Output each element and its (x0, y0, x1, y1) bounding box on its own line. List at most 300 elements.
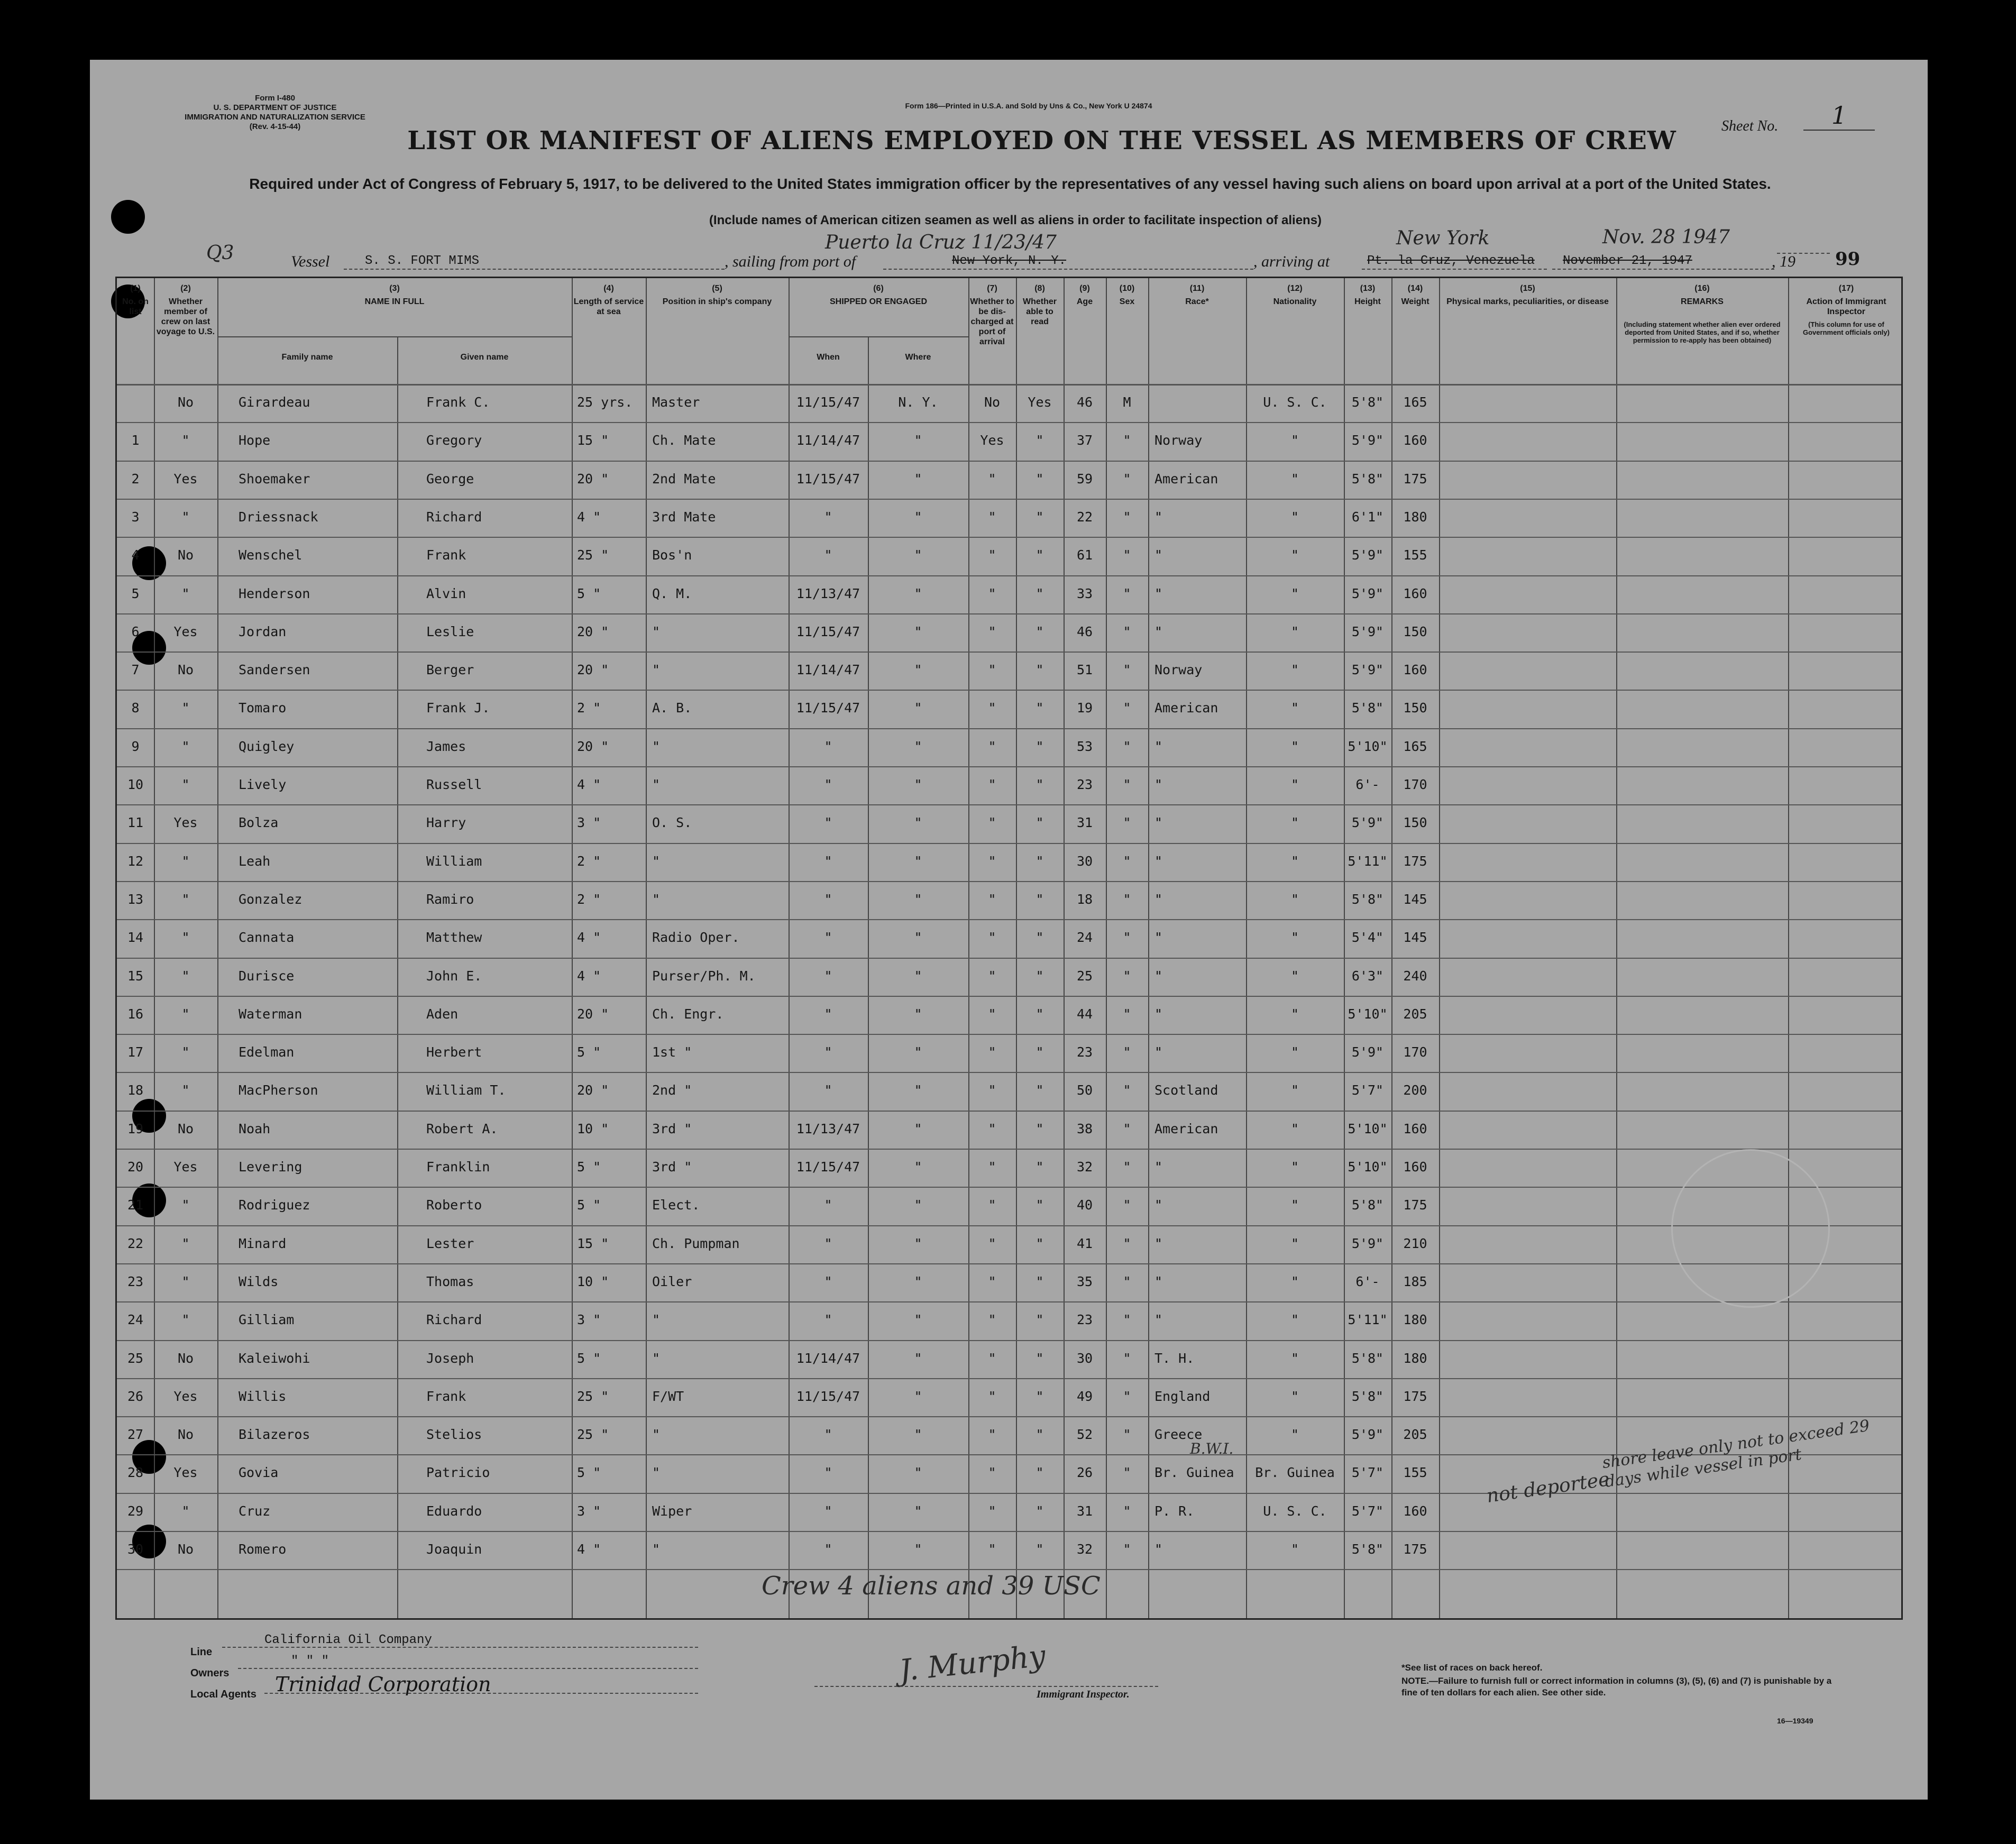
cell-given: Roberto (426, 1197, 482, 1213)
cell-height: 5'9" (1351, 547, 1384, 563)
cell-height: 6'- (1355, 777, 1380, 792)
cell-nationality: " (1290, 1235, 1299, 1251)
cell-family: Durisce (239, 968, 295, 984)
cell-read: " (1036, 509, 1044, 525)
cell-read: " (1036, 585, 1044, 601)
cell-last: " (181, 585, 190, 601)
cell-service: 5 " (577, 1044, 601, 1060)
column-label: REMARKS (1681, 297, 1724, 306)
cell-when: 11/15/47 (796, 700, 860, 716)
table-row (117, 1340, 1904, 1378)
cell-service: 15 " (577, 1235, 609, 1251)
column-label: Weight (1401, 297, 1429, 306)
cell-family: Levering (239, 1159, 303, 1175)
column-header (1065, 283, 1104, 307)
cell-discharged: No (984, 395, 1001, 410)
cell-position: O. S. (652, 815, 692, 831)
cell-age: 33 (1076, 585, 1093, 601)
cell-service: 5 " (577, 1465, 601, 1481)
cell-when: 11/13/47 (796, 1121, 860, 1136)
table-row (117, 1531, 1904, 1569)
cell-race: England (1154, 1388, 1211, 1404)
cell-read: " (1036, 471, 1044, 487)
cell-read: " (1036, 1350, 1044, 1366)
cell-when: 11/14/47 (796, 433, 860, 448)
cell-weight: 175 (1403, 1388, 1427, 1404)
cell-position: Q. M. (652, 585, 692, 601)
cell-when: " (824, 1503, 832, 1519)
column-header (1018, 283, 1062, 327)
cell-nationality: " (1290, 815, 1299, 831)
cell-position: 2nd " (652, 1082, 692, 1098)
cell-race: P. R. (1154, 1503, 1195, 1519)
cell-nationality: " (1290, 1273, 1299, 1289)
cell-height: 6'1" (1351, 509, 1384, 525)
cell-height: 5'9" (1351, 815, 1384, 831)
cell-sex: " (1123, 853, 1131, 869)
cell-when: " (824, 777, 832, 792)
cell-height: 5'8" (1351, 395, 1384, 410)
cell-last: No (177, 547, 194, 563)
column-subheader: Family name (281, 353, 333, 362)
cell-sex: " (1123, 891, 1131, 907)
table-row (117, 766, 1904, 804)
table-row (117, 652, 1904, 690)
sailing-label: , sailing from port of (725, 253, 856, 270)
table-row (117, 728, 1904, 766)
cell-height: 5'11" (1348, 853, 1388, 869)
cell-weight: 170 (1403, 1044, 1427, 1060)
cell-where: " (914, 433, 922, 448)
cell-weight: 205 (1403, 1427, 1427, 1443)
cell-discharged: " (988, 1465, 996, 1481)
cell-when: 11/13/47 (796, 585, 860, 601)
cell-last: " (181, 738, 190, 754)
cell-family: Shoemaker (239, 471, 310, 487)
cell-read: " (1036, 623, 1044, 639)
cell-nationality: " (1290, 1427, 1299, 1443)
cell-sex: " (1123, 623, 1131, 639)
cell-age: 22 (1076, 509, 1093, 525)
cell-last: " (181, 930, 190, 946)
cell-age: 23 (1076, 1312, 1093, 1328)
column-number: (5) (712, 284, 722, 293)
cell-last: " (181, 1503, 190, 1519)
cell-service: 5 " (577, 1197, 601, 1213)
cell-sex: " (1123, 1427, 1131, 1443)
cell-family: Leah (239, 853, 271, 869)
cell-given: William T. (426, 1082, 506, 1098)
cell-no: 28 (127, 1465, 144, 1481)
cell-height: 5'9" (1351, 585, 1384, 601)
column-number: (9) (1079, 284, 1090, 293)
cell-weight: 170 (1403, 777, 1427, 792)
cell-sex: " (1123, 930, 1131, 946)
cell-no: 10 (127, 777, 144, 792)
column-number: (14) (1407, 284, 1423, 293)
cell-weight: 180 (1403, 509, 1427, 525)
cell-given: Frank J. (426, 700, 490, 716)
cell-position: " (652, 662, 661, 678)
cell-position: F/WT (652, 1388, 684, 1404)
column-label: Height (1354, 297, 1381, 306)
cell-discharged: " (988, 777, 996, 792)
cell-nationality: " (1290, 1082, 1299, 1098)
cell-height: 5'8" (1351, 471, 1384, 487)
cell-height: 5'8" (1351, 891, 1384, 907)
cell-height: 6'3" (1351, 968, 1384, 984)
cell-race: T. H. (1154, 1350, 1195, 1366)
table-row (117, 422, 1904, 460)
cell-no: 26 (127, 1388, 144, 1404)
cell-position: 3rd Mate (652, 509, 716, 525)
cell-when: 11/15/47 (796, 1159, 860, 1175)
cell-read: " (1036, 1006, 1044, 1022)
column-label: Nationality (1273, 297, 1317, 306)
cell-where: " (914, 1388, 922, 1404)
cell-last: " (181, 1082, 190, 1098)
cell-position: Purser/Ph. M. (652, 968, 756, 984)
cell-age: 53 (1076, 738, 1093, 754)
cell-nationality: " (1290, 471, 1299, 487)
cell-when: " (824, 547, 832, 563)
cell-last: " (181, 1273, 190, 1289)
cell-sex: " (1123, 509, 1131, 525)
cell-read: " (1036, 1235, 1044, 1251)
cell-sex: " (1123, 1503, 1131, 1519)
cell-position: " (652, 1350, 661, 1366)
column-number: (4) (603, 284, 614, 293)
cell-race: American (1154, 1121, 1218, 1136)
cell-service: 20 " (577, 662, 609, 678)
cell-weight: 160 (1403, 1121, 1427, 1136)
line-label: Line (190, 1646, 213, 1658)
cell-age: 35 (1076, 1273, 1093, 1289)
cell-position: Ch. Pumpman (652, 1235, 740, 1251)
cell-given: George (426, 471, 474, 487)
cell-when: " (824, 968, 832, 984)
cell-age: 40 (1076, 1197, 1093, 1213)
cell-discharged: " (988, 1006, 996, 1022)
cell-read: " (1036, 1082, 1044, 1098)
table-row (117, 804, 1904, 842)
column-number: (1) (130, 284, 141, 293)
cell-age: 26 (1076, 1465, 1093, 1481)
cell-last: No (177, 1121, 194, 1136)
cell-nationality: " (1290, 623, 1299, 639)
cell-position: " (652, 1312, 661, 1328)
cell-nationality: " (1290, 509, 1299, 525)
cell-family: Wilds (239, 1273, 279, 1289)
cell-nationality: " (1290, 968, 1299, 984)
cell-family: Waterman (239, 1006, 303, 1022)
cell-race: " (1154, 1159, 1163, 1175)
column-label: SHIPPED OR ENGAGED (829, 297, 928, 306)
cell-nationality: " (1290, 1197, 1299, 1213)
cell-age: 31 (1076, 815, 1093, 831)
cell-weight: 155 (1403, 1465, 1427, 1481)
cell-age: 24 (1076, 930, 1093, 946)
cell-no: 17 (127, 1044, 144, 1060)
cell-no: 7 (131, 662, 140, 678)
cell-sex: " (1123, 1006, 1131, 1022)
cell-sex: " (1123, 1350, 1131, 1366)
cell-nationality: " (1290, 1159, 1299, 1175)
cell-nationality: " (1290, 662, 1299, 678)
cell-no: 25 (127, 1350, 144, 1366)
cell-last: " (181, 700, 190, 716)
cell-position: 3rd " (652, 1159, 692, 1175)
table-row (117, 1072, 1904, 1110)
table-row (117, 1034, 1904, 1072)
cell-race: " (1154, 585, 1163, 601)
cell-height: 5'10" (1348, 1006, 1388, 1022)
cell-last: " (181, 1235, 190, 1251)
cell-race: " (1154, 968, 1163, 984)
cell-sex: " (1123, 585, 1131, 601)
cell-service: 4 " (577, 777, 601, 792)
cell-no: 6 (131, 623, 140, 639)
cell-where: " (914, 1159, 922, 1175)
cell-weight: 175 (1403, 1542, 1427, 1557)
cell-no: 23 (127, 1273, 144, 1289)
cell-sex: " (1123, 1388, 1131, 1404)
cell-nationality: " (1290, 1044, 1299, 1060)
cell-discharged: " (988, 700, 996, 716)
cell-sex: " (1123, 433, 1131, 448)
cell-sex: " (1123, 1121, 1131, 1136)
cell-weight: 150 (1403, 623, 1427, 639)
cell-age: 52 (1076, 1427, 1093, 1443)
cell-race: Br. Guinea (1154, 1465, 1234, 1481)
cell-given: Aden (426, 1006, 459, 1022)
column-subheader: Where (905, 353, 931, 362)
cell-no: 18 (127, 1082, 144, 1098)
cell-age: 61 (1076, 547, 1093, 563)
cell-read: " (1036, 1044, 1044, 1060)
cell-when: 11/14/47 (796, 1350, 860, 1366)
cell-weight: 205 (1403, 1006, 1427, 1022)
vessel-name: S. S. FORT MIMS (344, 254, 725, 270)
column-number: (8) (1034, 284, 1045, 293)
table-row (117, 384, 1904, 422)
column-header (1248, 283, 1342, 307)
cell-no: 9 (131, 738, 140, 754)
cell-discharged: " (988, 891, 996, 907)
cell-sex: " (1123, 1159, 1131, 1175)
cell-height: 5'9" (1351, 433, 1384, 448)
cell-where: " (914, 1427, 922, 1443)
cell-service: 10 " (577, 1273, 609, 1289)
cell-nationality: " (1290, 1121, 1299, 1136)
cell-height: 5'10" (1348, 1121, 1388, 1136)
cell-given: Frank (426, 547, 466, 563)
cell-no: 1 (131, 433, 140, 448)
cell-race: American (1154, 471, 1218, 487)
cell-position: 2nd Mate (652, 471, 716, 487)
cell-age: 37 (1076, 433, 1093, 448)
cell-height: 5'11" (1348, 1312, 1388, 1328)
cell-weight: 165 (1403, 395, 1427, 410)
cell-height: 5'8" (1351, 1542, 1384, 1557)
cell-family: Bilazeros (239, 1427, 310, 1443)
cell-service: 5 " (577, 585, 601, 601)
cell-race: " (1154, 547, 1163, 563)
column-label: Action of Immigrant Inspector (1806, 297, 1886, 316)
cell-service: 3 " (577, 815, 601, 831)
cell-weight: 180 (1403, 1312, 1427, 1328)
cell-sex: " (1123, 471, 1131, 487)
cell-age: 23 (1076, 777, 1093, 792)
cell-last: Yes (173, 1465, 198, 1481)
cell-race: " (1154, 1542, 1163, 1557)
cell-race: Norway (1154, 433, 1203, 448)
column-header (1107, 283, 1147, 307)
cell-height: 5'4" (1351, 930, 1384, 946)
cell-discharged: " (988, 1235, 996, 1251)
form-number: 16—19349 (1777, 1717, 1813, 1725)
cell-position: " (652, 777, 661, 792)
cell-weight: 160 (1403, 433, 1427, 448)
cell-height: 5'8" (1351, 700, 1384, 716)
cell-nationality: " (1290, 1006, 1299, 1022)
cell-service: 10 " (577, 1121, 609, 1136)
cell-nationality: Br. Guinea (1255, 1465, 1335, 1481)
column-header (219, 283, 570, 307)
column-subheader: Given name (460, 353, 509, 362)
cell-nationality: " (1290, 930, 1299, 946)
column-header (1790, 283, 1903, 317)
table-row (117, 881, 1904, 919)
cell-position: 1st " (652, 1044, 692, 1060)
cell-discharged: " (988, 815, 996, 831)
cell-sex: " (1123, 815, 1131, 831)
cell-where: " (914, 1503, 922, 1519)
cell-age: 51 (1076, 662, 1093, 678)
sailing-hand: Puerto la Cruz 11/23/47 (825, 232, 1057, 253)
cell-family: Henderson (239, 585, 310, 601)
cell-given: William (426, 853, 482, 869)
cell-service: 2 " (577, 853, 601, 869)
cell-read: " (1036, 1503, 1044, 1519)
owners-value: " " " (238, 1654, 698, 1669)
page-title: LIST OR MANIFEST OF ALIENS EMPLOYED ON THE VESSEL AS MEMBERS OF CREW (407, 126, 1676, 155)
cell-family: Gilliam (239, 1312, 295, 1328)
cell-read: " (1036, 738, 1044, 754)
cell-nationality: " (1290, 891, 1299, 907)
cell-read: " (1036, 1197, 1044, 1213)
cell-read: Yes (1028, 395, 1052, 410)
cell-where: " (914, 662, 922, 678)
cell-last: " (181, 1197, 190, 1213)
cell-sex: " (1123, 1273, 1131, 1289)
table-row (117, 1149, 1904, 1187)
table-row (117, 613, 1904, 652)
cell-race: " (1154, 1006, 1163, 1022)
cell-service: 4 " (577, 509, 601, 525)
column-number: (3) (389, 284, 400, 293)
cell-race: American (1154, 700, 1218, 716)
column-subnote: (Including statement whether alien ever ordered deported from United States, and if so, whether permission to re-apply has been obtained) (1624, 320, 1781, 344)
cell-last: Yes (173, 815, 198, 831)
column-header (1345, 283, 1390, 307)
cell-family: Noah (239, 1121, 271, 1136)
cell-weight: 145 (1403, 930, 1427, 946)
cell-when: " (824, 1082, 832, 1098)
cell-where: " (914, 1235, 922, 1251)
cell-when: " (824, 1235, 832, 1251)
cell-family: MacPherson (239, 1082, 318, 1098)
cell-sex: " (1123, 1542, 1131, 1557)
cell-service: 20 " (577, 1006, 609, 1022)
cell-nationality: " (1290, 1350, 1299, 1366)
table-row (117, 690, 1904, 728)
cell-weight: 175 (1403, 1197, 1427, 1213)
cell-discharged: " (988, 509, 996, 525)
cell-discharged: " (988, 1350, 996, 1366)
faint-stamp (1671, 1149, 1830, 1308)
cell-race: " (1154, 1197, 1163, 1213)
column-header (118, 283, 152, 317)
sheet-label: Sheet No. (1721, 118, 1779, 134)
cell-service: 25 " (577, 1388, 609, 1404)
cell-discharged: " (988, 662, 996, 678)
not-deportee-annotation: not deportee (1485, 1468, 1611, 1508)
cell-last: No (177, 395, 194, 410)
cell-service: 20 " (577, 1082, 609, 1098)
cell-position: A. B. (652, 700, 692, 716)
cell-discharged: " (988, 471, 996, 487)
cell-last: " (181, 1312, 190, 1328)
bwi-annotation: B.W.I. (1190, 1440, 1234, 1457)
cell-sex: " (1123, 700, 1131, 716)
cell-given: Frank C. (426, 395, 490, 410)
cell-read: " (1036, 1312, 1044, 1328)
cell-nationality: " (1290, 547, 1299, 563)
cell-race: " (1154, 777, 1163, 792)
cell-when: 11/15/47 (796, 471, 860, 487)
cell-no: 8 (131, 700, 140, 716)
cell-last: Yes (173, 623, 198, 639)
print-note: Form 186—Printed in U.S.A. and Sold by Uns & Co., New York U 24874 (905, 102, 1152, 110)
date-hand: Nov. 28 1947 (1602, 226, 1730, 248)
cell-no: 22 (127, 1235, 144, 1251)
column-header (573, 283, 644, 317)
cell-where: " (914, 585, 922, 601)
cell-service: 2 " (577, 891, 601, 907)
cell-given: Joaquin (426, 1542, 482, 1557)
column-label: Whether member of crew on last voyage to U.S. (156, 297, 215, 336)
cell-given: Patricio (426, 1465, 490, 1481)
table-row (117, 575, 1904, 613)
cell-weight: 240 (1403, 968, 1427, 984)
column-number: (16) (1694, 284, 1710, 293)
cell-family: Tomaro (239, 700, 287, 716)
vessel-row (90, 226, 1928, 274)
cell-no: 14 (127, 930, 144, 946)
cell-service: 4 " (577, 930, 601, 946)
cell-family: Rodriguez (239, 1197, 310, 1213)
cell-discharged: " (988, 1044, 996, 1060)
cell-last: " (181, 777, 190, 792)
cell-weight: 150 (1403, 700, 1427, 716)
cell-sex: " (1123, 777, 1131, 792)
table-row (117, 843, 1904, 881)
cell-position: " (652, 1542, 661, 1557)
cell-age: 31 (1076, 1503, 1093, 1519)
cell-no: 30 (127, 1542, 144, 1557)
cell-family: Wenschel (239, 547, 303, 563)
